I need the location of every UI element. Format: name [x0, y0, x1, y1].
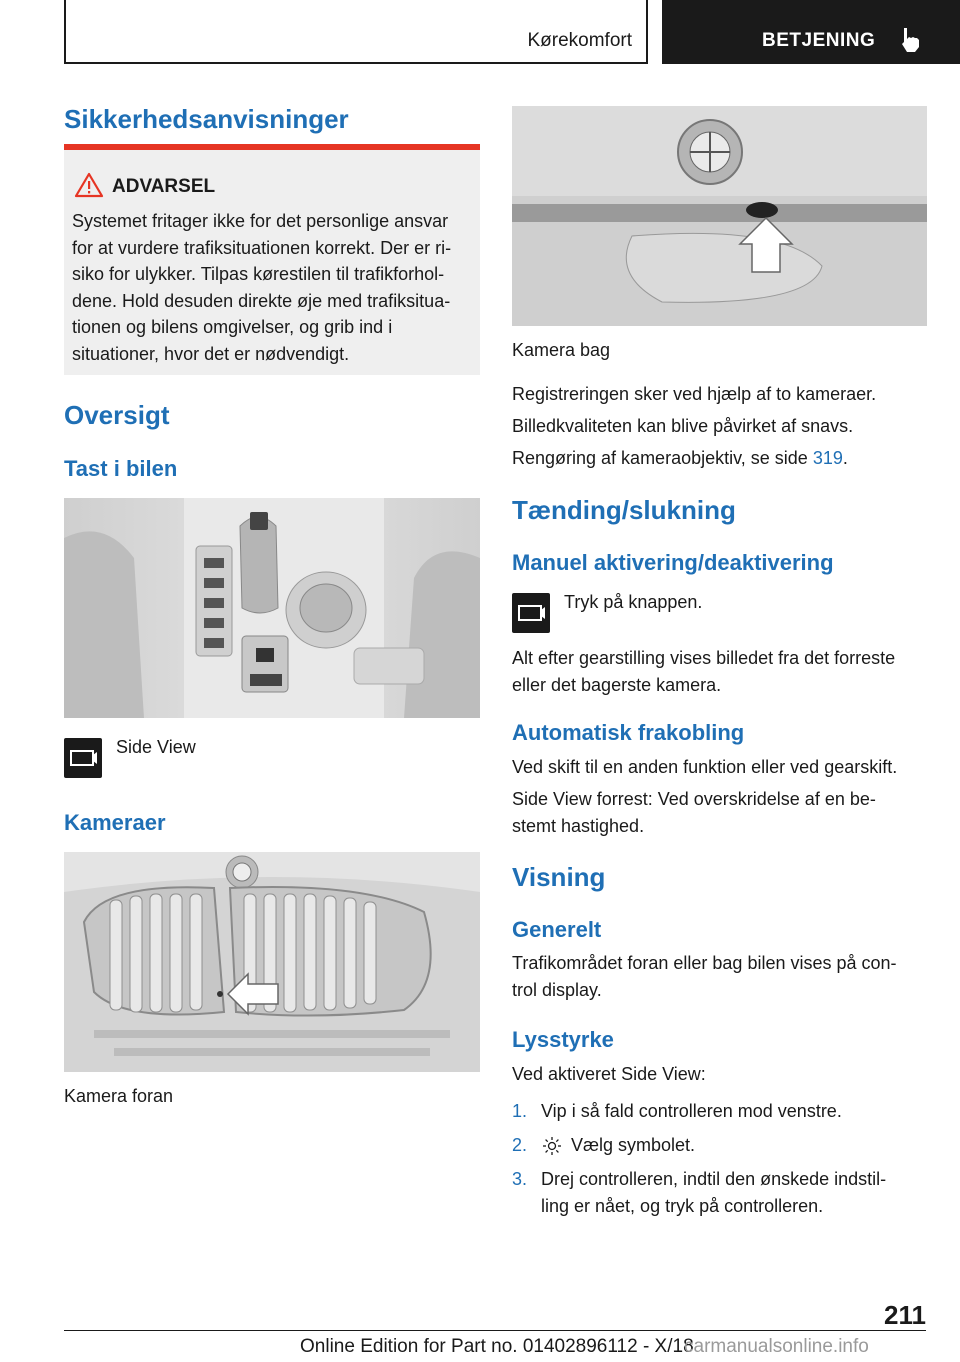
cleaning-period: . [842, 448, 848, 468]
header-chapter-tab [662, 0, 960, 64]
text-line: eller det bagerste kamera. [512, 675, 722, 695]
para-two-cameras: Registreringen sker ved hjælp af to kameraer. [512, 384, 877, 404]
heading-display: Visning [512, 862, 606, 892]
heading-brightness: Lysstyrke [512, 1027, 614, 1052]
front-camera-photo [64, 852, 480, 1072]
para-image-quality: Billedkvaliteten kan blive påvirket af snavs. [512, 416, 854, 436]
edition-text: Online Edition for Part no. 01402896112 - X/18 [300, 1336, 694, 1357]
list-item [512, 1166, 932, 1226]
watermark-text: carmanualsonline.info [684, 1336, 869, 1357]
warning-box [64, 144, 480, 375]
side-view-label: Side View [116, 737, 196, 757]
center-console-photo [64, 498, 480, 718]
warning-text [72, 208, 476, 367]
warning-line: dene. Hold desuden direkte øje med trafiksitua- [72, 290, 451, 311]
para-gear-position [512, 645, 895, 699]
pointing-hand-icon [898, 26, 922, 54]
brightness-intro: Ved aktiveret Side View: [512, 1064, 706, 1084]
warning-line: situationer, hvor det er nødvendigt. [72, 343, 350, 364]
text-line: Side View forrest: Ved overskridelse af en be- [512, 789, 876, 809]
warning-line: siko for ulykker. Tilpas kørestilen til trafikforhol- [72, 264, 445, 284]
heading-overview: Oversigt [64, 400, 170, 430]
para-auto-2 [512, 786, 876, 840]
text-line: Trafikområdet foran eller bag bilen vises på con- [512, 953, 897, 973]
heading-button-in-car: Tast i bilen [64, 456, 178, 481]
heading-on-off: Tænding/slukning [512, 495, 736, 525]
text-line: ling er nået, og tryk på controlleren. [541, 1196, 824, 1216]
warning-triangle-icon [74, 172, 104, 198]
side-view-button-icon [512, 593, 550, 633]
side-view-button-icon [64, 738, 102, 778]
press-button-text: Tryk på knappen. [564, 592, 703, 612]
text-line: Alt efter gearstilling vises billedet fra det forreste [512, 648, 896, 668]
header-section-box [64, 0, 648, 64]
rear-camera-caption: Kamera bag [512, 340, 611, 360]
text-line: stemt hastighed. [512, 816, 645, 836]
heading-cameras: Kameraer [64, 810, 166, 835]
warning-line: Systemet fritager ikke for det personlige ansvar [72, 211, 449, 231]
para-cleaning [512, 445, 848, 472]
step-number: 3. [512, 1169, 528, 1189]
brightness-sun-icon [542, 1136, 562, 1156]
cleaning-text: Rengøring af kameraobjektiv, se side [512, 448, 813, 468]
heading-manual-activation: Manuel aktivering/deaktivering [512, 550, 834, 575]
front-camera-caption: Kamera foran [64, 1086, 174, 1106]
list-item [512, 1098, 932, 1132]
page-number: 211 [884, 1300, 926, 1330]
footer-divider [64, 1330, 926, 1331]
step-text: Vip i så fald controlleren mod venstre. [541, 1101, 842, 1121]
header-section-title: Kørekomfort [527, 30, 632, 51]
warning-label: ADVARSEL [112, 176, 216, 197]
heading-auto-disconnect: Automatisk frakobling [512, 720, 745, 745]
page-reference-link[interactable]: 319 [812, 448, 843, 468]
step-text [541, 1166, 886, 1220]
warning-line: for at vurdere trafiksituationen korrekt. Der er ri- [72, 237, 452, 258]
warning-line: tionen og bilens omgivelser, og grib ind i [72, 317, 393, 337]
brightness-steps-list [512, 1098, 932, 1226]
list-item [512, 1132, 932, 1166]
header-chapter-title: BETJENING [762, 30, 876, 51]
text-line: Drej controlleren, indtil den ønskede indstil- [541, 1169, 887, 1189]
heading-general: Generelt [512, 917, 602, 942]
para-general [512, 950, 897, 1004]
step-text: Vælg symbolet. [571, 1135, 696, 1155]
rear-camera-photo [512, 106, 927, 326]
para-auto-1: Ved skift til en anden funktion eller ved gearskift. [512, 757, 898, 777]
page-title: Sikkerhedsanvisninger [64, 104, 349, 134]
step-number: 2. [512, 1135, 528, 1155]
text-line: trol display. [512, 980, 602, 1000]
step-number: 1. [512, 1101, 528, 1121]
